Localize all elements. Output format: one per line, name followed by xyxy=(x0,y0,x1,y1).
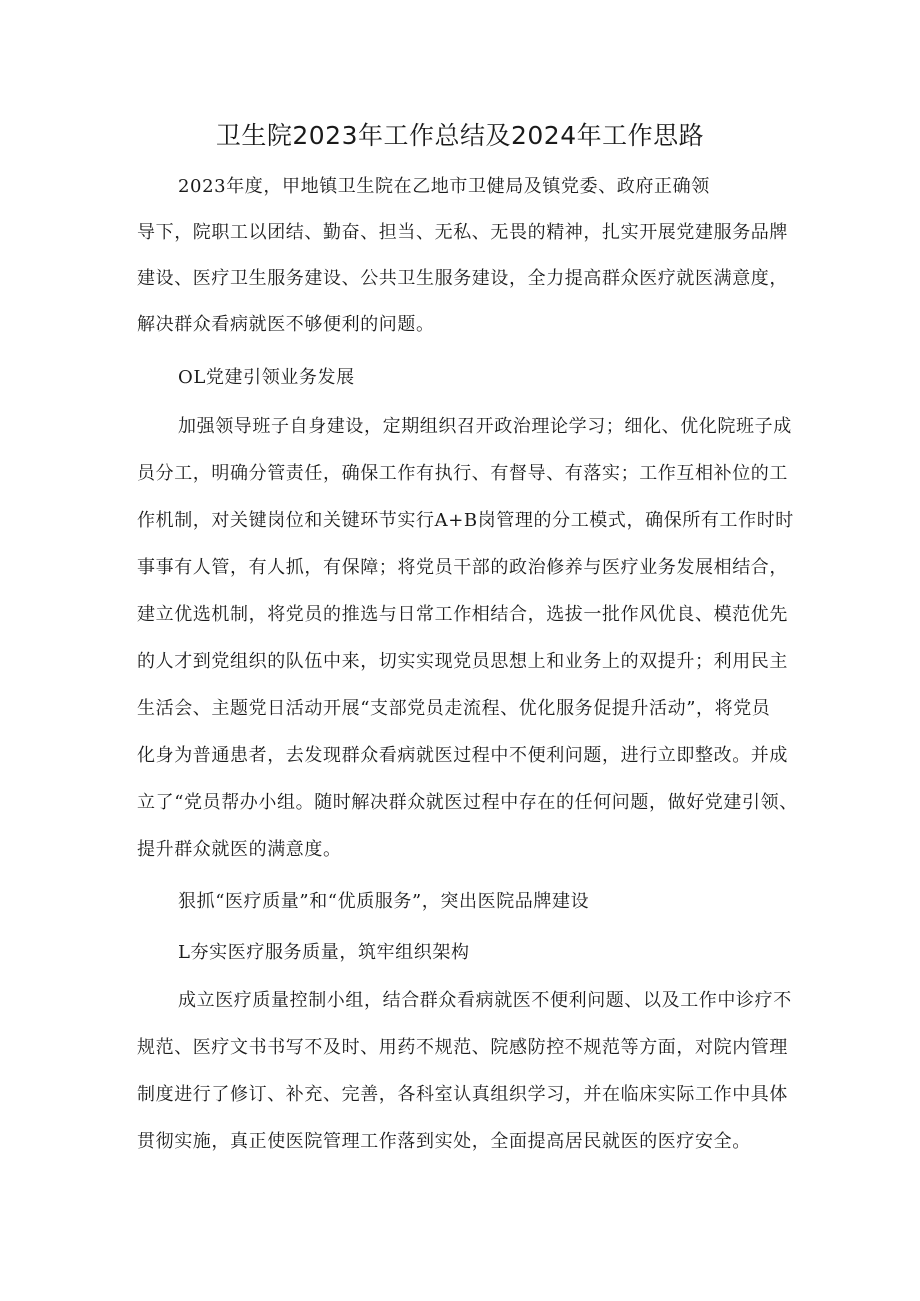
paragraph-line: 提升群众就医的满意度。 xyxy=(137,839,342,860)
paragraph-line: 贯彻实施，真正使医院管理工作落到实处，全面提高居民就医的医疗安全。 xyxy=(137,1131,751,1152)
paragraph-line: 生活会、主题党日活动开展“支部党员走流程、优化服务促提升活动”，将党员 xyxy=(137,698,771,719)
subsection-heading: L夯实医疗服务质量，筑牢组织架构 xyxy=(178,942,470,963)
paragraph-line: 员分工，明确分管责任，确保工作有执行、有督导、有落实；工作互相补位的工 xyxy=(137,463,788,484)
paragraph-line: 2023年度，甲地镇卫生院在乙地市卫健局及镇党委、政府正确领 xyxy=(178,176,710,197)
paragraph-line: 建设、医疗卫生服务建设、公共卫生服务建设，全力提高群众医疗就医满意度， xyxy=(137,268,788,289)
section-heading: OL党建引领业务发展 xyxy=(178,367,355,388)
paragraph-line: 的人才到党组织的队伍中来，切实实现党员思想上和业务上的双提升；利用民主 xyxy=(137,651,788,672)
section-heading: 狠抓“医疗质量”和“优质服务”，突出医院品牌建设 xyxy=(178,891,590,912)
paragraph-line: 立了“党员帮办小组。随时解决群众就医过程中存在的任何问题，做好党建引领、 xyxy=(137,792,798,813)
paragraph-line: 加强领导班子自身建设，定期组织召开政治理论学习；细化、优化院班子成 xyxy=(178,416,792,437)
paragraph-line: 建立优选机制，将党员的推选与日常工作相结合，选拔一批作风优良、模范优先 xyxy=(137,604,788,625)
paragraph-line: 规范、医疗文书书写不及时、用药不规范、院感防控不规范等方面，对院内管理 xyxy=(137,1037,788,1058)
paragraph-line: 导下，院职工以团结、勤奋、担当、无私、无畏的精神，扎实开展党建服务品牌 xyxy=(137,222,788,243)
paragraph-line: 事事有人管，有人抓，有保障；将党员干部的政治修养与医疗业务发展相结合， xyxy=(137,557,788,578)
paragraph-line: 成立医疗质量控制小组，结合群众看病就医不便利问题、以及工作中诊疗不 xyxy=(178,990,792,1011)
paragraph-line: 化身为普通患者，去发现群众看病就医过程中不便利问题，进行立即整改。并成 xyxy=(137,745,788,766)
paragraph-line: 解决群众看病就医不够便利的问题。 xyxy=(137,314,435,335)
document-title: 卫生院2023年工作总结及2024年工作思路 xyxy=(215,121,705,150)
paragraph-line: 制度进行了修订、补充、完善，各科室认真组织学习，并在临床实际工作中具体 xyxy=(137,1084,788,1105)
paragraph-line: 作机制，对关键岗位和关键环节实行A+B岗管理的分工模式，确保所有工作时时 xyxy=(137,510,794,531)
